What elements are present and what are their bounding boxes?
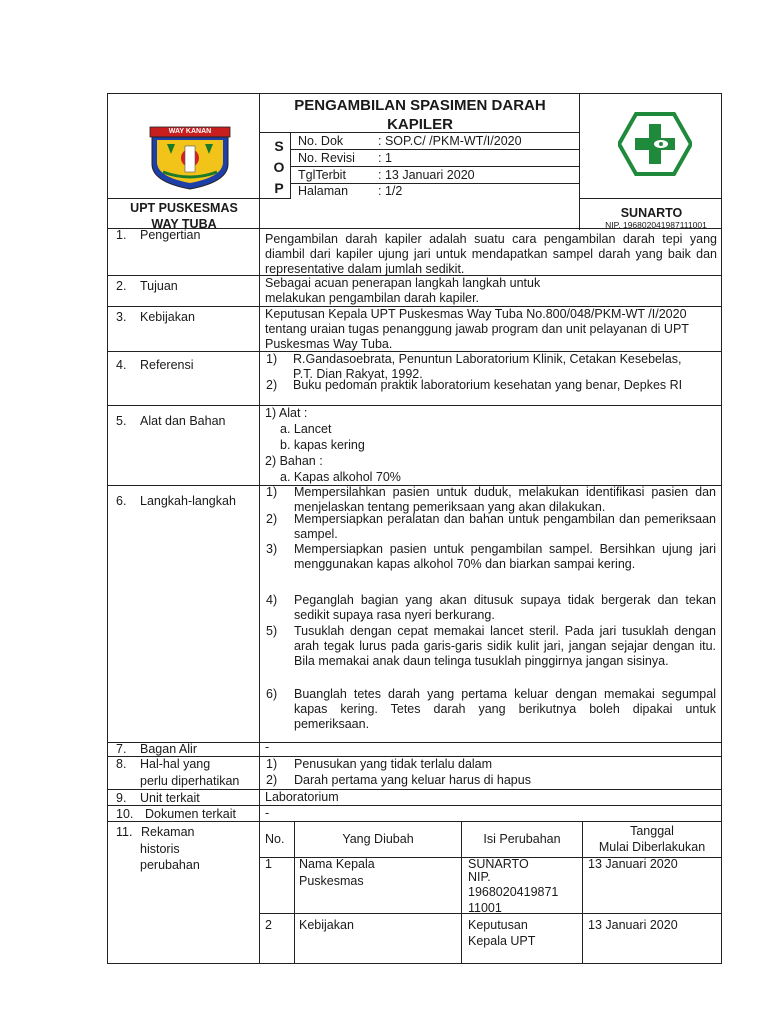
section-number-3: 3. bbox=[116, 310, 127, 324]
section-label-rekaman-line-3: perubahan bbox=[140, 858, 200, 872]
referensi-item-text: Buku pedoman praktik laboratorium kesehatan yang benar, Depkes RI bbox=[293, 378, 683, 392]
document-title bbox=[260, 96, 580, 134]
section-label-hal-line-1: Hal-hal yang bbox=[140, 757, 211, 771]
section-label-bagan-alir: Bagan Alir bbox=[140, 742, 197, 756]
history-row-1-diubah-line-2: Puskesmas bbox=[299, 874, 364, 888]
referensi-item-text: R.Gandasoebrata, Penuntun Laboratorium Klinik, Cetakan Kesebelas, P.T. Dian Rakyat, 1992. bbox=[293, 352, 682, 381]
logo-banner-text: WAY KANAN bbox=[168, 128, 212, 135]
section-label-unit-terkait: Unit terkait bbox=[140, 791, 200, 805]
section-number-10: 10. bbox=[116, 807, 134, 821]
way-kanan-logo bbox=[149, 124, 231, 190]
step-number: 6) bbox=[266, 687, 278, 701]
section-number-4: 4. bbox=[116, 358, 127, 372]
section-number-7: 7. bbox=[116, 742, 127, 756]
section-number-1: 1. bbox=[116, 228, 127, 242]
section-label-kebijakan: Kebijakan bbox=[140, 310, 195, 324]
meta-key-no-revisi: No. Revisi bbox=[298, 151, 355, 165]
step-text: Tusuklah dengan cepat memakai lancet steril. Pada jari tusuklah dengan arah tegak lurus pada garis-garis sidik kulit jari, jangan sejajar dengan itu. Bila memakai anak daun telinga tusuklah pinggirnya jangan sisinya. bbox=[294, 624, 716, 668]
alat-item-kapas: b. kapas kering bbox=[280, 438, 365, 452]
history-row-2-diubah-line-1: Kebijakan bbox=[299, 918, 354, 932]
history-row-2-no: 2 bbox=[265, 918, 272, 932]
section-label-dokumen-terkait: Dokumen terkait bbox=[145, 807, 237, 821]
history-row-2-tanggal: 13 Januari 2020 bbox=[588, 918, 678, 932]
puskesmas-logo bbox=[618, 112, 692, 176]
section-number-2: 2. bbox=[116, 279, 127, 293]
unit-terkait-text: Laboratorium bbox=[265, 790, 339, 804]
bagan-alir-text: - bbox=[265, 740, 270, 754]
step-text: Peganglah bagian yang akan ditusuk supaya tidak bergerak dan tekan sedikit supaya rasa nyeri berkurang. bbox=[294, 593, 716, 622]
section-number-11: 11. bbox=[116, 825, 133, 839]
history-col-isi-perubahan: Isi Perubahan bbox=[483, 832, 561, 846]
tujuan-text: Sebagai acuan penerapan langkah langkah untuk melakukan pengambilan darah kapiler. bbox=[265, 276, 541, 305]
signer-name: SUNARTO bbox=[620, 206, 683, 220]
step-number: 1) bbox=[266, 485, 278, 499]
step-text: Mempersilahkan pasien untuk duduk, melakukan identifikasi pasien dan menjelaskan tentang pemeriksaan yang akan dilakukan. bbox=[294, 485, 716, 514]
section-label-alat-bahan: Alat dan Bahan bbox=[140, 414, 226, 428]
step-number: 5) bbox=[266, 624, 278, 638]
step-number: 4) bbox=[266, 593, 278, 607]
alat-heading: 1) Alat : bbox=[265, 406, 308, 420]
section-label-rekaman-line-2: historis bbox=[140, 842, 180, 856]
history-row-2-isi-line-2: Kepala UPT bbox=[468, 934, 536, 948]
section-label-tujuan: Tujuan bbox=[140, 279, 178, 293]
sop-body bbox=[107, 228, 722, 964]
history-row-1-isi-line-3: 1968020419871 bbox=[468, 885, 559, 899]
section-number-8: 8. bbox=[116, 757, 127, 771]
history-col-tanggal-line-2: Mulai Diberlakukan bbox=[598, 840, 706, 854]
referensi-item-number: 2) bbox=[266, 378, 278, 392]
meta-key-no-dok: No. Dok bbox=[298, 134, 344, 148]
step-text: Mempersiapkan pasien untuk pengambilan sampel. Bersihkan ujung jari menggunakan kapas alkohol 70% dan biarkan sampai kering. bbox=[294, 542, 716, 571]
sop-letter-p: P bbox=[274, 180, 284, 196]
kebijakan-text: Keputusan Kepala UPT Puskesmas Way Tuba No.800/048/PKM-WT /I/2020 tentang uraian tugas penanggung jawab program dan unit pelayanan di UPT Puskesmas Way Tuba. bbox=[265, 307, 689, 351]
hal-item-text: Darah pertama yang keluar harus di hapus bbox=[294, 773, 531, 787]
title-line-1: PENGAMBILAN SPASIMEN DARAH bbox=[294, 97, 546, 114]
org-line-2: WAY TUBA bbox=[151, 217, 217, 231]
sop-letter-o: O bbox=[273, 159, 285, 175]
hal-item-number: 1) bbox=[266, 757, 278, 771]
sop-header bbox=[107, 93, 722, 229]
section-label-pengertian: Pengertian bbox=[140, 228, 201, 242]
history-row-1-diubah-line-1: Nama Kepala bbox=[299, 857, 375, 871]
meta-value-no-revisi: : 1 bbox=[378, 151, 392, 165]
meta-value-tgl-terbit: : 13 Januari 2020 bbox=[378, 168, 475, 182]
history-col-tanggal-line-1: Tanggal bbox=[630, 824, 674, 838]
meta-key-tgl-terbit: TglTerbit bbox=[298, 168, 346, 182]
dokumen-terkait-text: - bbox=[265, 806, 270, 820]
hal-item-text: Penusukan yang tidak terlalu dalam bbox=[294, 757, 493, 771]
section-label-rekaman-line-1: Rekaman bbox=[141, 825, 195, 839]
step-number: 3) bbox=[266, 542, 278, 556]
history-row-1-isi-line-2: NIP. bbox=[468, 870, 491, 884]
signer-nip: NIP. 196802041987111001 bbox=[605, 220, 707, 230]
section-label-hal-line-2: perlu diperhatikan bbox=[140, 774, 240, 788]
step-text: Buanglah tetes darah yang pertama keluar dengan memakai segumpal kapas kering. Tetes darah yang berikutnya boleh dipakai untuk pemeriksaan. bbox=[294, 687, 716, 731]
section-label-referensi: Referensi bbox=[140, 358, 194, 372]
sop-letter-s: S bbox=[274, 138, 284, 154]
meta-value-halaman: : 1/2 bbox=[378, 184, 403, 198]
history-row-1-isi-line-4: 11001 bbox=[468, 901, 502, 915]
title-line-2: KAPILER bbox=[387, 116, 453, 133]
history-row-2-isi-line-1: Keputusan bbox=[468, 918, 528, 932]
section-number-9: 9. bbox=[116, 791, 127, 805]
history-row-1-no: 1 bbox=[265, 857, 272, 871]
org-line-1: UPT PUSKESMAS bbox=[130, 201, 238, 215]
history-col-yang-diubah: Yang Diubah bbox=[342, 832, 414, 846]
history-row-1-tanggal: 13 Januari 2020 bbox=[588, 857, 678, 871]
history-col-no: No. bbox=[265, 832, 285, 846]
hal-item-number: 2) bbox=[266, 773, 278, 787]
meta-value-no-dok: : SOP.C/ /PKM-WT/I/2020 bbox=[378, 134, 522, 148]
referensi-item-number: 1) bbox=[266, 352, 278, 366]
meta-key-halaman: Halaman bbox=[298, 184, 349, 198]
section-number-6: 6. bbox=[116, 494, 127, 508]
step-number: 2) bbox=[266, 512, 278, 526]
bahan-heading: 2) Bahan : bbox=[265, 454, 323, 468]
section-number-5: 5. bbox=[116, 414, 127, 428]
section-label-langkah: Langkah-langkah bbox=[140, 494, 236, 508]
bahan-item-alkohol: a. Kapas alkohol 70% bbox=[280, 470, 401, 484]
step-text: Mempersiapkan peralatan dan bahan untuk pengambilan dan pemeriksaan sampel. bbox=[294, 512, 716, 541]
pengertian-text: Pengambilan darah kapiler adalah suatu cara pengambilan darah tepi yang diambil dari kapiler ujung jari untuk mendapatkan sampel darah yang baik dan representative dalam jumlah sedikit. bbox=[265, 232, 717, 276]
history-row-1-isi-line-1: SUNARTO bbox=[468, 857, 529, 871]
sop-document bbox=[107, 93, 722, 964]
alat-item-lancet: a. Lancet bbox=[280, 422, 332, 436]
